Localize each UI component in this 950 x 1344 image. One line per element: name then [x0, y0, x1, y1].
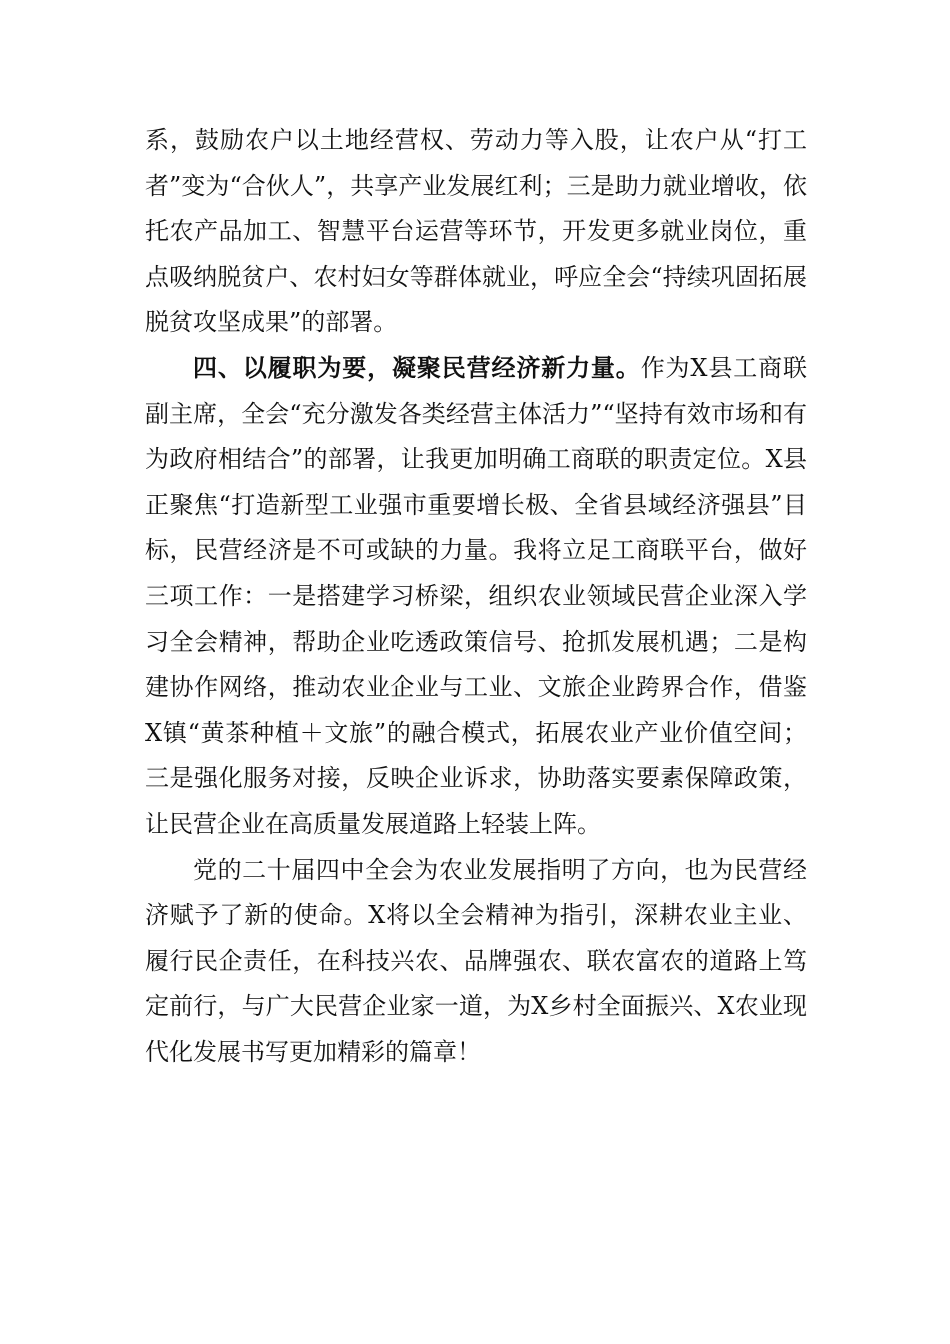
paragraph-3-text: 党的二十届四中全会为农业发展指明了方向，也为民营经济赋予了新的使命。X将以全会精神为指引，深耕农业主业、履行民企责任，在科技兴农、品牌强农、联农富农的道路上笃定前行，与广大民营企业家一道，为X乡村全面振兴、X农业现代化发展书写更加精彩的篇章！	[145, 855, 807, 1066]
paragraph-2	[145, 346, 807, 848]
document-body	[145, 118, 807, 1075]
section-heading-four: 四、以履职为要，凝聚民营经济新力量。	[193, 353, 641, 382]
paragraph-1-text: 系，鼓励农户以土地经营权、劳动力等入股，让农户从“打工者”变为“合伙人”，共享产业发展红利；三是助力就业增收，依托农产品加工、智慧平台运营等环节，开发更多就业岗位，重点吸纳脱贫户、农村妇女等群体就业，呼应全会“持续巩固拓展脱贫攻坚成果”的部署。	[145, 126, 807, 337]
paragraph-1	[145, 118, 807, 346]
paragraph-2-text: 作为X县工商联副主席，全会“充分激发各类经营主体活力”“坚持有效市场和有为政府相结合”的部署，让我更加明确工商联的职责定位。X县正聚焦“打造新型工业强市重要增长极、全省县域经济强县”目标，民营经济是不可或缺的力量。我将立足工商联平台，做好三项工作：一是搭建学习桥梁，组织农业领域民营企业深入学习全会精神，帮助企业吃透政策信号、抢抓发展机遇；二是构建协作网络，推动农业企业与工业、文旅企业跨界合作，借鉴X镇“黄茶种植＋文旅”的融合模式，拓展农业产业价值空间；三是强化服务对接，反映企业诉求，协助落实要素保障政策，让民营企业在高质量发展道路上轻装上阵。	[145, 353, 807, 838]
paragraph-3	[145, 848, 807, 1076]
